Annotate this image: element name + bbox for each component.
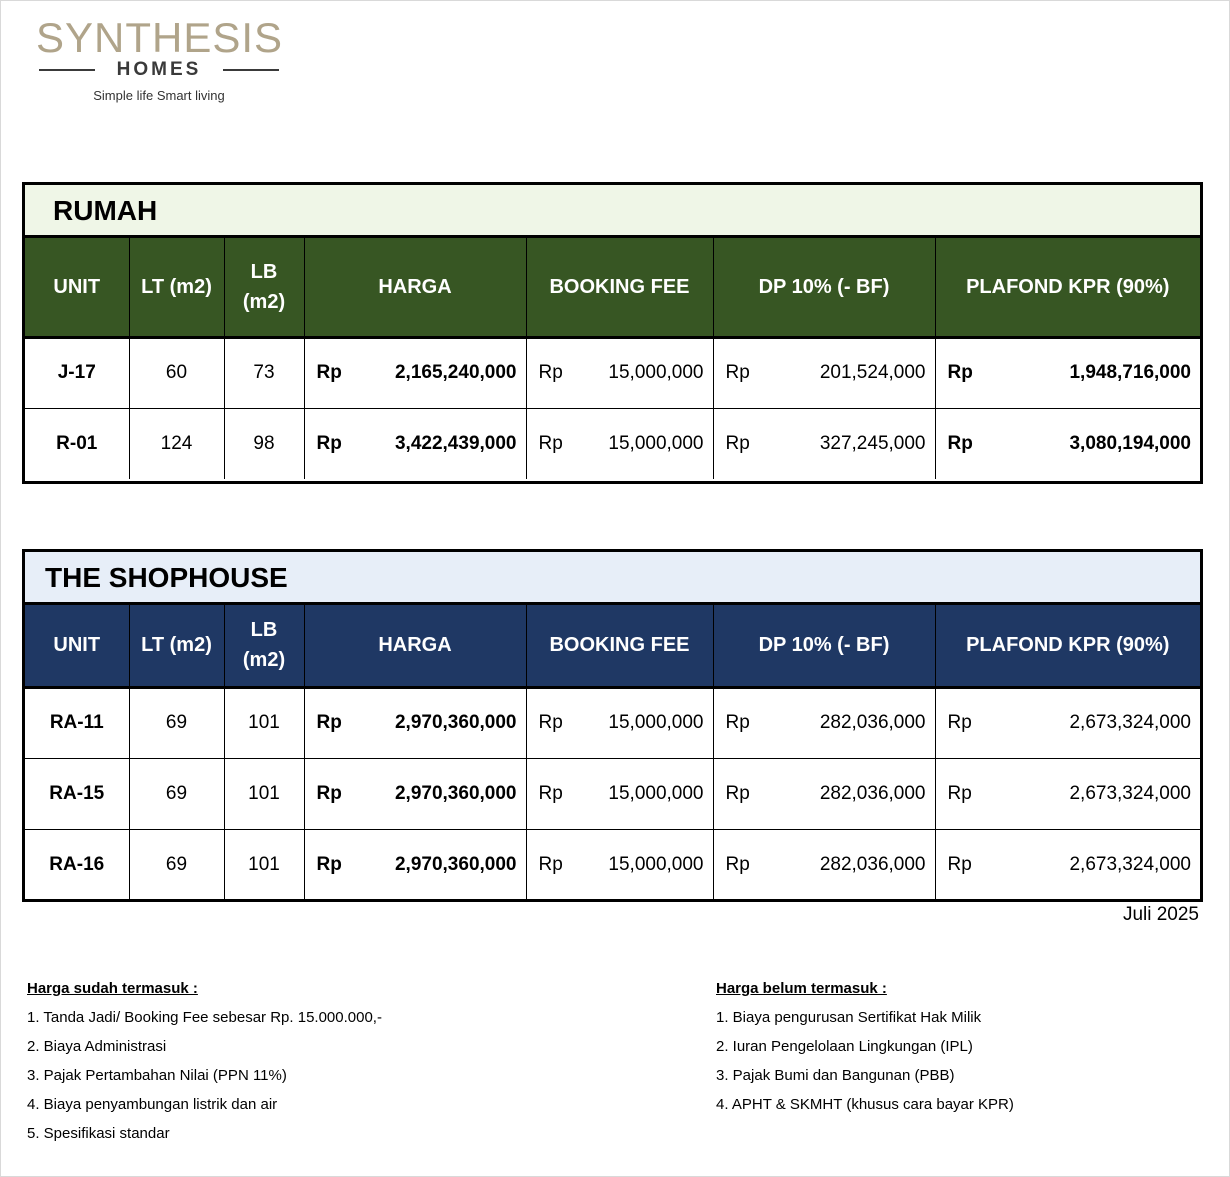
currency-label: Rp (947, 853, 972, 875)
plafond-cell (935, 829, 1200, 900)
logo-rule-right (223, 69, 279, 71)
booking-cell (526, 408, 713, 479)
included-heading: Harga sudah termasuk : (27, 980, 198, 997)
unit-cell: RA-11 (25, 687, 129, 758)
col-booking-fee: BOOKING FEE (526, 605, 713, 687)
harga-cell (304, 687, 526, 758)
shophouse-table (25, 605, 1200, 900)
booking-value: 15,000,000 (608, 362, 704, 383)
col-lb-line1: LB (250, 260, 278, 283)
unit-cell: RA-15 (25, 758, 129, 829)
list-item: 3. Pajak Pertambahan Nilai (PPN 11%) (27, 1067, 287, 1084)
list-item: 1. Tanda Jadi/ Booking Fee sebesar Rp. 15.000.000,- (27, 1009, 382, 1026)
table-row (25, 758, 1200, 829)
booking-value: 15,000,000 (608, 782, 704, 804)
dp-value: 201,524,000 (819, 362, 926, 383)
lb-cell: 73 (224, 337, 304, 408)
lb-cell: 101 (224, 758, 304, 829)
list-item: 1. Biaya pengurusan Sertifikat Hak Milik (716, 1009, 982, 1026)
dp-cell (713, 337, 935, 408)
harga-cell (304, 337, 526, 408)
currency-label: Rp (725, 362, 750, 383)
rumah-table (25, 238, 1200, 479)
booking-value: 15,000,000 (608, 712, 704, 733)
dp-value: 282,036,000 (819, 853, 926, 875)
harga-value: 2,970,360,000 (394, 712, 517, 733)
lt-cell: 60 (129, 337, 224, 408)
list-item: 4. Biaya penyambungan listrik dan air (27, 1096, 278, 1113)
dp-cell (713, 408, 935, 479)
col-unit: UNIT (25, 238, 129, 337)
shophouse-price-table (22, 549, 1203, 902)
currency-label: Rp (947, 432, 973, 454)
logo-homes-row (39, 58, 279, 82)
col-lb (224, 605, 304, 687)
currency-label: Rp (316, 712, 342, 733)
harga-value: 3,422,439,000 (394, 432, 517, 454)
booking-cell (526, 337, 713, 408)
table-row (25, 829, 1200, 900)
rumah-price-table (22, 182, 1203, 484)
booking-cell (526, 687, 713, 758)
list-item: 2. Iuran Pengelolaan Lingkungan (IPL) (716, 1038, 973, 1055)
list-item: 5. Spesifikasi standar (27, 1125, 170, 1142)
shophouse-header-row (25, 605, 1200, 687)
currency-label: Rp (725, 432, 750, 454)
col-plafond: PLAFOND KPR (90%) (935, 605, 1200, 687)
currency-label: Rp (947, 362, 973, 383)
lt-cell: 69 (129, 687, 224, 758)
col-lb (224, 238, 304, 337)
plafond-value: 1,948,716,000 (1069, 362, 1191, 383)
excluded-heading: Harga belum termasuk : (716, 980, 887, 997)
brand-logo (36, 14, 286, 110)
col-harga: HARGA (304, 238, 526, 337)
plafond-value: 2,673,324,000 (1069, 712, 1191, 733)
table-row (25, 337, 1200, 408)
plafond-value: 2,673,324,000 (1069, 853, 1191, 875)
currency-label: Rp (316, 432, 342, 454)
lt-cell: 69 (129, 829, 224, 900)
shophouse-title: THE SHOPHOUSE (25, 552, 1200, 605)
price-list-date: Juli 2025 (1122, 904, 1199, 925)
col-harga: HARGA (304, 605, 526, 687)
logo-homes: HOMES (116, 59, 202, 80)
booking-value: 15,000,000 (608, 853, 704, 875)
unit-cell: RA-16 (25, 829, 129, 900)
unit-cell: R-01 (25, 408, 129, 479)
currency-label: Rp (947, 712, 972, 733)
booking-cell (526, 758, 713, 829)
plafond-cell (935, 337, 1200, 408)
list-item: 4. APHT & SKMHT (khusus cara bayar KPR) (716, 1096, 1014, 1113)
col-lb-line1: LB (250, 619, 278, 642)
col-dp: DP 10% (- BF) (713, 605, 935, 687)
col-lb-line2: (m2) (242, 290, 286, 313)
currency-label: Rp (725, 712, 750, 733)
currency-label: Rp (947, 782, 972, 804)
currency-label: Rp (316, 362, 342, 383)
col-lt: LT (m2) (129, 605, 224, 687)
currency-label: Rp (538, 782, 563, 804)
col-plafond: PLAFOND KPR (90%) (935, 238, 1200, 337)
dp-cell (713, 758, 935, 829)
col-dp: DP 10% (- BF) (713, 238, 935, 337)
lt-cell: 124 (129, 408, 224, 479)
col-unit: UNIT (25, 605, 129, 687)
currency-label: Rp (538, 853, 563, 875)
table-row (25, 687, 1200, 758)
plafond-cell (935, 408, 1200, 479)
col-lt: LT (m2) (129, 238, 224, 337)
harga-cell (304, 829, 526, 900)
currency-label: Rp (538, 712, 563, 733)
list-item: 3. Pajak Bumi dan Bangunan (PBB) (716, 1067, 955, 1084)
currency-label: Rp (725, 853, 750, 875)
lb-cell: 101 (224, 687, 304, 758)
dp-cell (713, 687, 935, 758)
rumah-header-row (25, 238, 1200, 337)
logo-tagline: Simple life Smart living (93, 88, 225, 103)
unit-cell: J-17 (25, 337, 129, 408)
harga-cell (304, 758, 526, 829)
table-row (25, 408, 1200, 479)
currency-label: Rp (725, 782, 750, 804)
logo-wordmark: SYNTHESIS (36, 14, 284, 61)
dp-value: 282,036,000 (819, 782, 926, 804)
harga-value: 2,165,240,000 (394, 362, 517, 383)
lb-cell: 101 (224, 829, 304, 900)
plafond-value: 3,080,194,000 (1069, 432, 1191, 454)
currency-label: Rp (538, 362, 563, 383)
harga-value: 2,970,360,000 (394, 782, 517, 804)
included-notes (27, 974, 382, 1148)
booking-cell (526, 829, 713, 900)
col-booking-fee: BOOKING FEE (526, 238, 713, 337)
col-lb-line2: (m2) (242, 649, 286, 672)
list-item: 2. Biaya Administrasi (27, 1038, 167, 1055)
plafond-value: 2,673,324,000 (1069, 782, 1191, 804)
harga-value: 2,970,360,000 (394, 853, 517, 875)
booking-value: 15,000,000 (608, 432, 704, 454)
lb-cell: 98 (224, 408, 304, 479)
currency-label: Rp (316, 782, 342, 804)
dp-cell (713, 829, 935, 900)
currency-label: Rp (538, 432, 563, 454)
plafond-cell (935, 758, 1200, 829)
harga-cell (304, 408, 526, 479)
dp-value: 282,036,000 (819, 712, 926, 733)
lt-cell: 69 (129, 758, 224, 829)
plafond-cell (935, 687, 1200, 758)
dp-value: 327,245,000 (819, 432, 926, 454)
rumah-title: RUMAH (25, 185, 1200, 238)
currency-label: Rp (316, 853, 342, 875)
excluded-notes (716, 974, 1014, 1119)
